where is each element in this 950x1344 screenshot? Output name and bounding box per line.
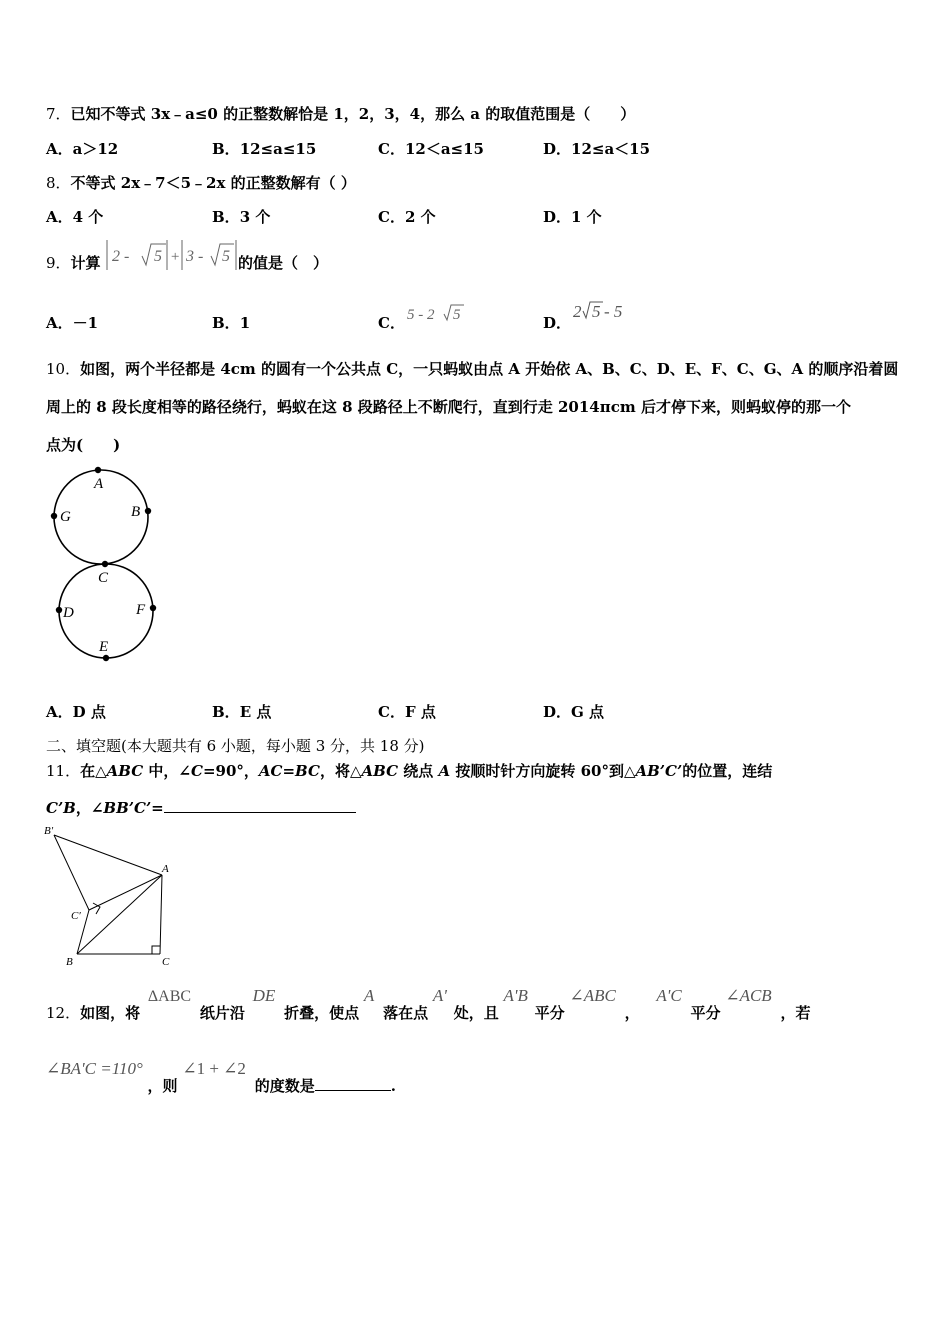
q10-line1: 10．如图，两个半径都是 4cm 的圆有一个公共点 C，一只蚂蚁由点 A 开始依 A、B、C、D、E、F、C、G、A 的顺序沿着圆 bbox=[46, 360, 899, 378]
q8-stem bbox=[46, 172, 356, 193]
svg-text:5: 5 bbox=[592, 302, 601, 321]
q9-expr-5a: 5 bbox=[154, 248, 162, 265]
q8-text: 不等式 2x﹣7＜5﹣2x 的正整数解有（ ） bbox=[70, 174, 356, 192]
q9-option-c: C． bbox=[378, 314, 405, 332]
label-a: A bbox=[162, 863, 169, 875]
q10-number: 10． bbox=[46, 360, 81, 378]
label-c-prime: C′ bbox=[71, 910, 81, 922]
q10-option-b: B．E 点 bbox=[212, 703, 272, 721]
label-b: B bbox=[66, 956, 73, 968]
right-angle-mark-c-prime bbox=[93, 903, 100, 914]
q10-option-c: C．F 点 bbox=[378, 703, 436, 721]
point-c-dot bbox=[102, 561, 108, 567]
q12-line2: ∠BA'C =110° ，则 ∠1 + ∠2 的度数是 . bbox=[46, 1059, 396, 1095]
svg-text:2: 2 bbox=[573, 302, 582, 321]
q9-expression bbox=[104, 238, 238, 274]
q9-suffix: 的值是（ ） bbox=[238, 254, 329, 272]
q12-answer-blank[interactable] bbox=[315, 1090, 391, 1091]
label-c: C bbox=[162, 956, 170, 968]
q11-rotation-figure bbox=[40, 822, 180, 972]
svg-text:- 5: - 5 bbox=[604, 302, 623, 321]
q9-stem bbox=[46, 252, 101, 273]
section-2-heading: 二、填空题(本大题共有 6 小题，每小题 3 分，共 18 分) bbox=[46, 737, 425, 755]
q9-number: 9． bbox=[46, 254, 71, 272]
q12-line1: 12．如图，将 ΔABC 纸片沿 DE 折叠，使点 A 落在点 A' 处，且 A'B 平分 ∠ABC ， A'C 平分 ∠ACB ，若 bbox=[46, 986, 811, 1022]
q10-line2: 周上的 8 段长度相等的路径绕行，蚂蚁在这 8 段路径上不断爬行，直到行走 2014πcm 后才停下来，则蚂蚁停的那一个 bbox=[46, 398, 851, 416]
label-e: E bbox=[99, 639, 109, 655]
q8-option-a: A．4 个 bbox=[46, 208, 104, 226]
point-b-dot bbox=[145, 508, 151, 514]
q8-number: 8． bbox=[46, 174, 71, 192]
q7-text: 已知不等式 3x﹣a≤0 的正整数解恰是 1，2，3，4，那么 a 的取值范围是（ ） bbox=[70, 105, 636, 123]
q11-answer-blank[interactable] bbox=[164, 812, 356, 813]
q11-line1: 11．在△ABC 中，∠C=90°，AC=BC，将△ABC 绕点 A 按顺时针方向旋转 60°到△AB’C’的位置，连结 bbox=[46, 762, 773, 780]
q10-option-a: A．D 点 bbox=[46, 703, 106, 721]
label-b: B bbox=[131, 504, 141, 520]
q9-option-b: B．1 bbox=[212, 314, 251, 332]
q10-line3: 点为( ) bbox=[46, 436, 121, 454]
q9-expr-5b: 5 bbox=[222, 248, 230, 265]
q7-stem bbox=[46, 103, 635, 124]
svg-text:5: 5 bbox=[453, 307, 461, 323]
svg-text:5 - 2: 5 - 2 bbox=[407, 307, 435, 323]
right-angle-mark-c bbox=[152, 946, 160, 954]
q9-option-d: D． bbox=[543, 314, 572, 332]
point-f-dot bbox=[150, 605, 156, 611]
point-a-dot bbox=[95, 467, 101, 473]
q10-two-circles-figure bbox=[46, 462, 162, 668]
q7-number: 7． bbox=[46, 105, 71, 123]
q7-option-a: A．a＞12 bbox=[46, 140, 119, 158]
q8-option-c: C．2 个 bbox=[378, 208, 436, 226]
q8-option-d: D．1 个 bbox=[543, 208, 602, 226]
label-g: G bbox=[60, 509, 71, 525]
q9-expr-2: 2 - bbox=[112, 248, 130, 265]
q9-option-c-expr bbox=[406, 302, 466, 324]
label-a: A bbox=[94, 476, 104, 492]
q9-option-a: A．－1 bbox=[46, 314, 99, 332]
q7-option-d: D．12≤a＜15 bbox=[543, 140, 651, 158]
label-b-prime: B′ bbox=[44, 825, 54, 837]
label-d: D bbox=[63, 605, 74, 621]
point-g-dot bbox=[51, 513, 57, 519]
point-e-dot bbox=[103, 655, 109, 661]
q7-option-b: B．12≤a≤15 bbox=[212, 140, 317, 158]
q9-prefix: 计算 bbox=[70, 254, 101, 272]
q8-option-b: B．3 个 bbox=[212, 208, 271, 226]
q9-expr-plus: + bbox=[170, 249, 181, 265]
q9-expr-3: 3 - bbox=[186, 248, 204, 265]
label-c: C bbox=[98, 570, 109, 586]
q7-option-c: C．12＜a≤15 bbox=[378, 140, 484, 158]
q11-line2: C’B，∠BB’C’= bbox=[46, 797, 356, 818]
point-d-dot bbox=[56, 607, 62, 613]
q9-option-d-expr bbox=[572, 298, 638, 324]
q10-option-d: D．G 点 bbox=[543, 703, 605, 721]
label-f: F bbox=[136, 602, 146, 618]
